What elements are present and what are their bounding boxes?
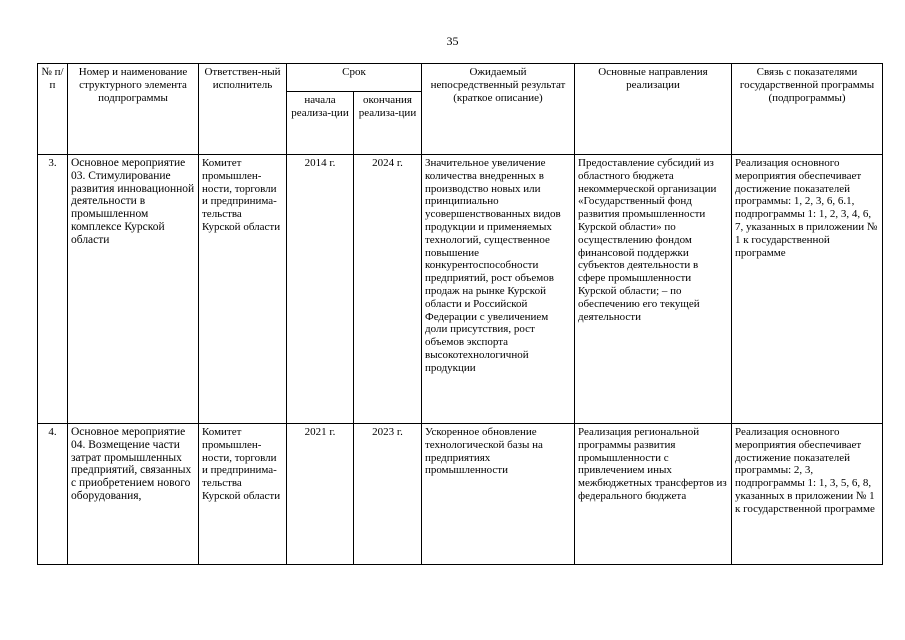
row-end: 2024 г. bbox=[354, 155, 422, 424]
row-result: Значительное увеличение количества внедренных в производство новых или принципиально усовершенствованных видов продукции и применяемых технологий, существенное повышение конкурентоспособности предприятий, рост объемов продаж на рынке Курской области и Российской Федерации с увеличением доли присутствия, рост объемов экспорта высокотехнологичной продукции bbox=[422, 155, 575, 424]
row-start: 2021 г. bbox=[287, 424, 354, 565]
program-table bbox=[37, 63, 883, 565]
header-responsible: Ответствен-ный исполнитель bbox=[199, 64, 287, 155]
header-link: Связь с показателями государственной программы (подпрограммы) bbox=[732, 64, 883, 155]
table-row bbox=[38, 424, 883, 565]
row-directions: Предоставление субсидий из областного бюджета некоммерческой организации «Государственный фонд развития промышленности Курской области» по осуществлению фондом финансовой поддержки субъектов деятельности в сфере промышленности Курской области; – по обеспечению его текущей деятельности bbox=[575, 155, 732, 424]
table-row bbox=[38, 155, 883, 424]
row-directions: Реализация региональной программы развития промышленности с привлечением иных межбюджетных трансфертов из федерального бюджета bbox=[575, 424, 732, 565]
header-element: Номер и наименование структурного элемента подпрограммы bbox=[68, 64, 199, 155]
row-element: Основное мероприятие 04. Возмещение части затрат промышленных предприятий, связанных с приобретением нового оборудования, bbox=[68, 424, 199, 565]
header-term-end: окончания реализа-ции bbox=[354, 91, 422, 154]
row-responsible: Комитет промышлен-ности, торговли и предпринима-тельства Курской области bbox=[199, 424, 287, 565]
row-start: 2014 г. bbox=[287, 155, 354, 424]
header-num: № п/п bbox=[38, 64, 68, 155]
row-end: 2023 г. bbox=[354, 424, 422, 565]
header-directions: Основные направления реализации bbox=[575, 64, 732, 155]
header-term: Срок bbox=[287, 64, 422, 92]
row-link: Реализация основного мероприятия обеспечивает достижение показателей программы: 2, 3, подпрограммы 1: 1, 3, 5, 6, 8, указанных в приложении № 1 к государственной программе bbox=[732, 424, 883, 565]
header-result: Ожидаемый непосредственный результат (краткое описание) bbox=[422, 64, 575, 155]
row-element: Основное мероприятие 03. Стимулирование развития инновационной деятельности в промышленном комплексе Курской области bbox=[68, 155, 199, 424]
row-responsible: Комитет промышлен-ности, торговли и предпринима-тельства Курской области bbox=[199, 155, 287, 424]
row-result: Ускоренное обновление технологической базы на предприятиях промышленности bbox=[422, 424, 575, 565]
row-num: 4. bbox=[38, 424, 68, 565]
row-link: Реализация основного мероприятия обеспечивает достижение показателей программы: 1, 2, 3, 6, 6.1, подпрограммы 1: 1, 2, 3, 4, 6, 7, указанных в приложении № 1 к государственной программе bbox=[732, 155, 883, 424]
page-number: 35 bbox=[446, 34, 459, 48]
row-num: 3. bbox=[38, 155, 68, 424]
header-term-start: начала реализа-ции bbox=[287, 91, 354, 154]
